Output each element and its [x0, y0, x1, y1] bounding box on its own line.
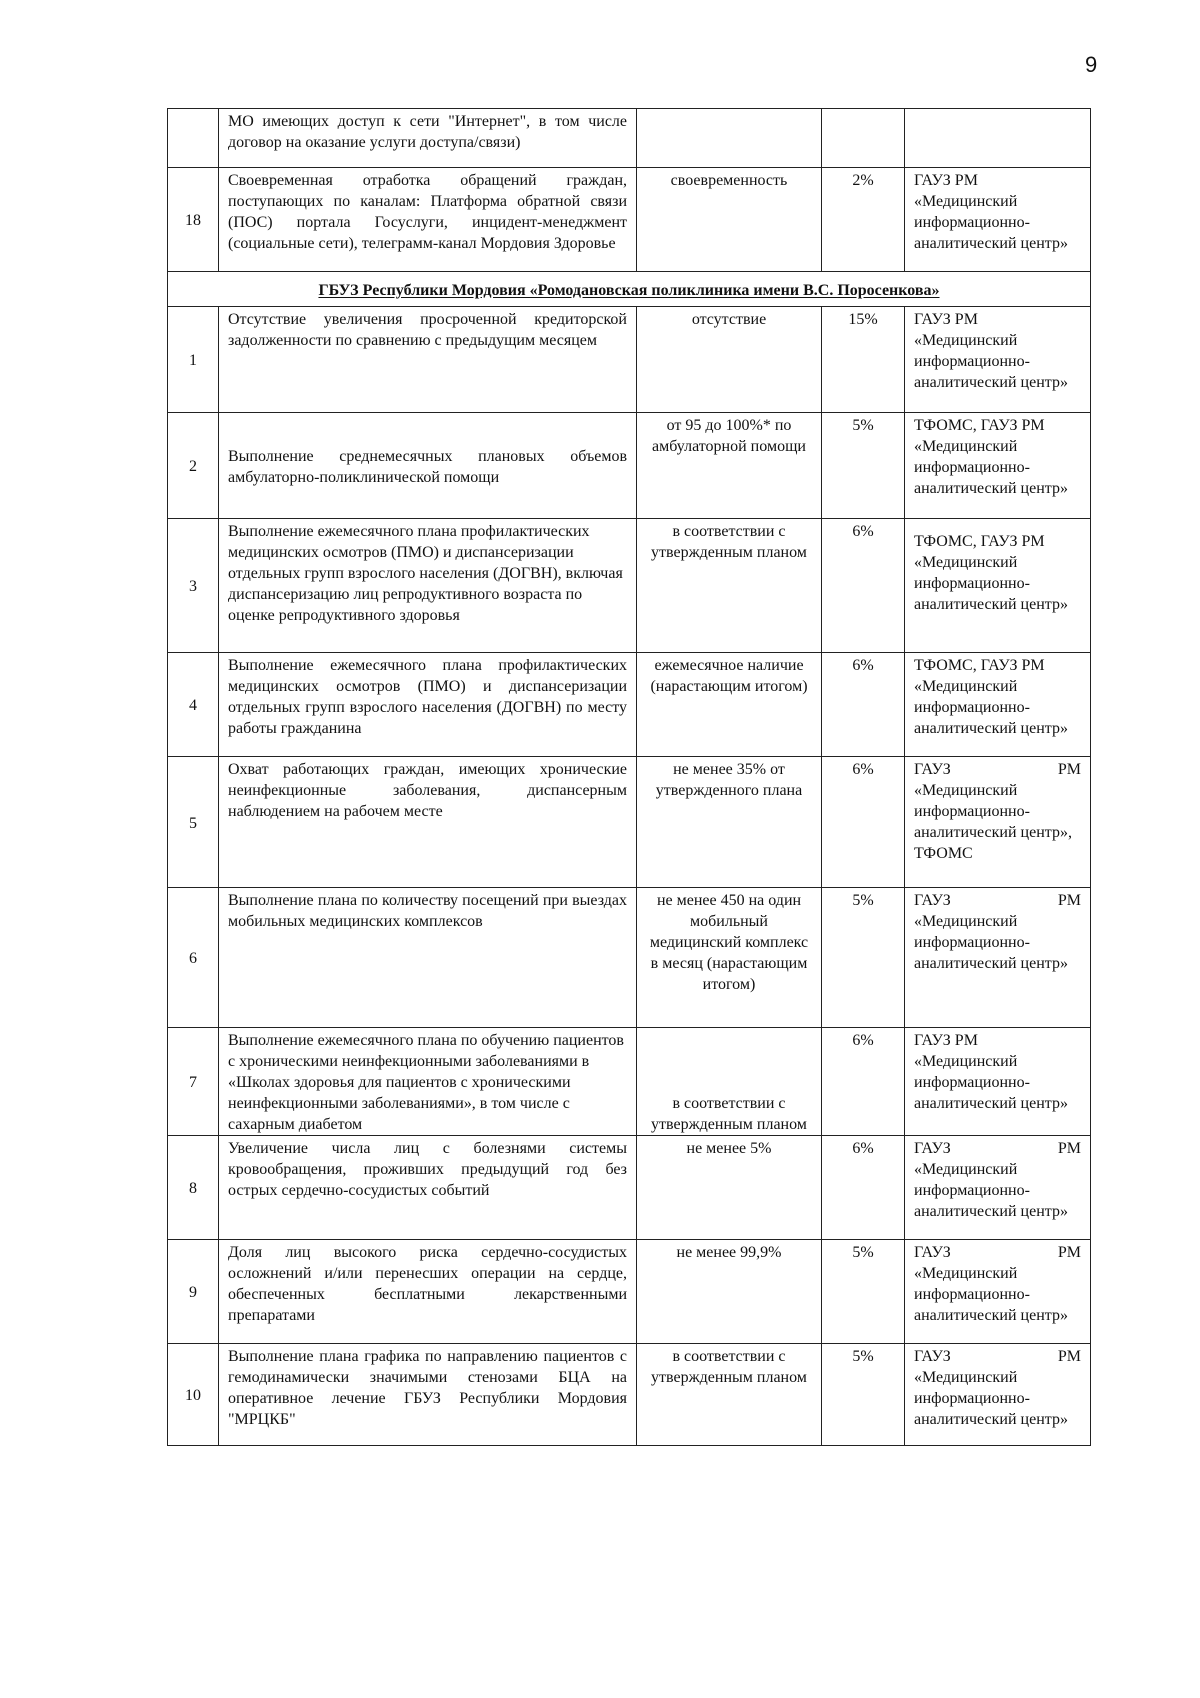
target-value: в соответствии с утвержденным планом	[637, 1028, 822, 1136]
target-value: от 95 до 100%* по амбулаторной помощи	[637, 413, 822, 519]
weight: 2%	[822, 168, 905, 272]
table-row-8	[168, 1136, 1091, 1240]
table-row-1	[168, 307, 1091, 413]
table-row-5	[168, 757, 1091, 888]
weight: 5%	[822, 888, 905, 1028]
target-value: не менее 99,9%	[637, 1240, 822, 1344]
indicator-name: Выполнение ежемесячного плана профилактических медицинских осмотров (ПМО) и диспансеризации отдельных групп взрослого населения (ДОГВН) по месту работы гражданина	[219, 653, 637, 757]
data-source: ТФОМС, ГАУЗ РМ «Медицинский информационно-аналитический центр»	[905, 519, 1091, 653]
target-value: в соответствии с утвержденным планом	[637, 1344, 822, 1446]
table-row-10	[168, 1344, 1091, 1446]
indicator-name: Выполнение плана по количеству посещений при выездах мобильных медицинских комплексов	[219, 888, 637, 1028]
weight: 15%	[822, 307, 905, 413]
weight: 6%	[822, 519, 905, 653]
row-number: 7	[168, 1028, 219, 1136]
weight: 6%	[822, 1028, 905, 1136]
row-number: 3	[168, 519, 219, 653]
row-number: 5	[168, 757, 219, 888]
data-source-rest: «Медицинский информационно-аналитический центр»	[914, 1265, 1068, 1324]
data-source-region: РМ	[1057, 761, 1081, 778]
data-source-org: ГАУЗ	[914, 1140, 951, 1157]
section-row	[168, 272, 1091, 307]
section-title: ГБУЗ Республики Мордовия «Ромодановская поликлиника имени В.С. Поросенкова»	[168, 272, 1091, 307]
row-number: 9	[168, 1240, 219, 1344]
row-number: 18	[168, 168, 219, 272]
data-source-org: ГАУЗ	[914, 1348, 951, 1365]
data-source: ГАУЗ РМ «Медицинский информационно-аналитический центр»	[905, 168, 1091, 272]
row-number: 4	[168, 653, 219, 757]
data-source: ГАУЗ РМ «Медицинский информационно-аналитический центр»	[905, 307, 1091, 413]
data-source-first-line	[914, 1138, 1081, 1159]
data-source	[905, 757, 1091, 888]
data-source-region: РМ	[1057, 1140, 1081, 1157]
target-value: не менее 450 на один мобильный медицинский комплекс в месяц (нарастающим итогом)	[637, 888, 822, 1028]
row-number: 8	[168, 1136, 219, 1240]
target-value	[637, 109, 822, 168]
indicator-name: Выполнение ежемесячного плана профилактических медицинских осмотров (ПМО) и диспансеризации отдельных групп взрослого населения (ДОГВН), включая диспансеризацию лиц репродуктивного возраста по оценке репродуктивного здоровья	[219, 519, 637, 653]
data-source-first-line	[914, 1242, 1081, 1263]
indicator-name	[219, 413, 637, 519]
indicator-name: Отсутствие увеличения просроченной кредиторской задолженности по сравнению с предыдущим месяцем	[219, 307, 637, 413]
data-source-first-line	[914, 890, 1081, 911]
data-source-rest: «Медицинский информационно-аналитический центр»	[914, 1369, 1068, 1428]
data-source-region: РМ	[1057, 1348, 1081, 1365]
row-number: 1	[168, 307, 219, 413]
weight	[822, 109, 905, 168]
row-number	[168, 109, 219, 168]
target-value: своевременность	[637, 168, 822, 272]
weight: 6%	[822, 1136, 905, 1240]
data-source-first-line	[914, 759, 1081, 780]
data-source	[905, 109, 1091, 168]
table-row-7	[168, 1028, 1091, 1136]
target-value: не менее 5%	[637, 1136, 822, 1240]
data-source-region: РМ	[1057, 1244, 1081, 1261]
table-row-2	[168, 413, 1091, 519]
weight: 6%	[822, 653, 905, 757]
data-source: ГАУЗ РМ «Медицинский информационно-аналитический центр»	[905, 1028, 1091, 1136]
indicator-name-text: Выполнение среднемесячных плановых объемов амбулаторно-поликлинической помощи	[228, 447, 627, 486]
indicator-name: Своевременная отработка обращений граждан, поступающих по каналам: Платформа обратной связи (ПОС) портала Госуслуги, инцидент-менеджмент (социальные сети), телеграмм-канал Мордовия Здоровье	[219, 168, 637, 272]
data-source-rest: «Медицинский информационно-аналитический центр»	[914, 1161, 1068, 1220]
data-source-region: РМ	[1057, 892, 1081, 909]
table-row-18	[168, 168, 1091, 272]
data-source-org: ГАУЗ	[914, 761, 951, 778]
target-value: ежемесячное наличие (нарастающим итогом)	[637, 653, 822, 757]
data-source-rest: «Медицинский информационно-аналитический центр»	[914, 913, 1068, 972]
indicator-name: Доля лиц высокого риска сердечно-сосудистых осложнений и/или перенесших операции на сердце, обеспеченных бесплатными лекарственными препаратами	[219, 1240, 637, 1344]
table-row-4	[168, 653, 1091, 757]
weight: 5%	[822, 1240, 905, 1344]
indicator-name: МО имеющих доступ к сети "Интернет", в том числе договор на оказание услуги доступа/связи)	[219, 109, 637, 168]
row-number: 2	[168, 413, 219, 519]
table-row-6	[168, 888, 1091, 1028]
data-source	[905, 1344, 1091, 1446]
data-source-org: ГАУЗ	[914, 892, 951, 909]
indicator-name: Увеличение числа лиц с болезнями системы кровообращения, проживших предыдущий год без острых сердечно-сосудистых событий	[219, 1136, 637, 1240]
page-number: 9	[1085, 52, 1098, 77]
row-number: 6	[168, 888, 219, 1028]
data-source	[905, 888, 1091, 1028]
weight: 5%	[822, 413, 905, 519]
row-number: 10	[168, 1344, 219, 1446]
indicator-name: Выполнение ежемесячного плана по обучению пациентов с хроническими неинфекционными заболеваниями в «Школах здоровья для пациентов с хроническими неинфекционными заболеваниями», в том числе с сахарным диабетом	[219, 1028, 637, 1136]
indicator-name: Выполнение плана графика по направлению пациентов с гемодинамически значимыми стенозами БЦА на оперативное лечение ГБУЗ Республики Мордовия "МРЦКБ"	[219, 1344, 637, 1446]
data-source: ТФОМС, ГАУЗ РМ «Медицинский информационно-аналитический центр»	[905, 413, 1091, 519]
data-source-rest: «Медицинский информационно-аналитический центр», ТФОМС	[914, 782, 1072, 862]
table-row-9	[168, 1240, 1091, 1344]
target-value: отсутствие	[637, 307, 822, 413]
indicator-name: Охват работающих граждан, имеющих хронические неинфекционные заболевания, диспансерным наблюдением на рабочем месте	[219, 757, 637, 888]
data-source: ТФОМС, ГАУЗ РМ «Медицинский информационно-аналитический центр»	[905, 653, 1091, 757]
table-row-3	[168, 519, 1091, 653]
data-source	[905, 1240, 1091, 1344]
indicators-table	[167, 108, 1091, 1446]
weight: 6%	[822, 757, 905, 888]
data-source-first-line	[914, 1346, 1081, 1367]
table-row-continued	[168, 109, 1091, 168]
weight: 5%	[822, 1344, 905, 1446]
data-source-org: ГАУЗ	[914, 1244, 951, 1261]
target-value: в соответствии с утвержденным планом	[637, 519, 822, 653]
data-source	[905, 1136, 1091, 1240]
target-value: не менее 35% от утвержденного плана	[637, 757, 822, 888]
